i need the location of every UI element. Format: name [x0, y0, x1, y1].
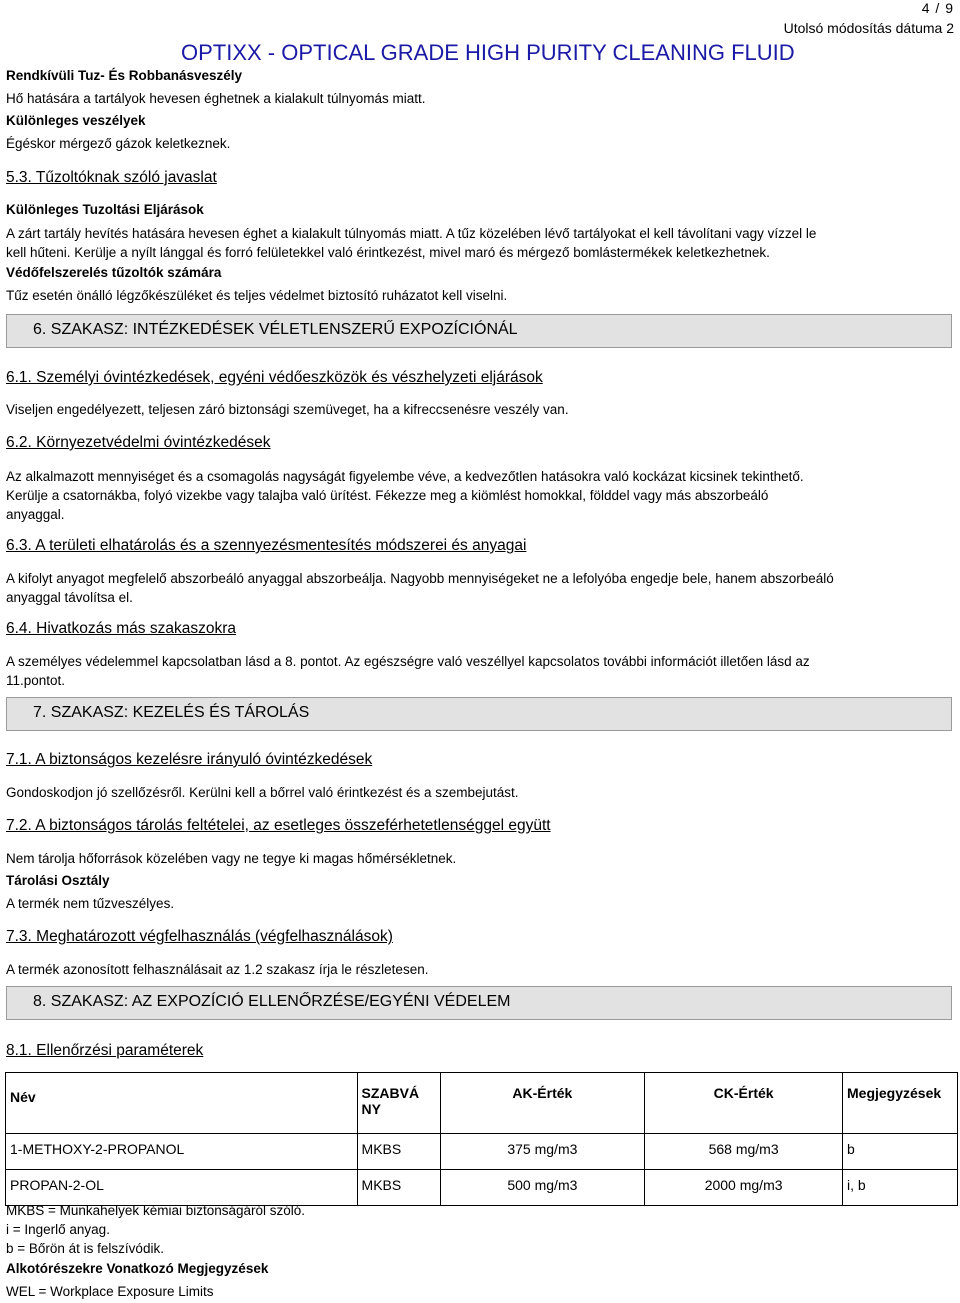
section-7-2-title: 7.2. A biztonságos tárolás feltételei, az esetleges összeférhetetlenséggel együtt [6, 817, 551, 834]
storage-class-title: Tárolási Osztály [6, 873, 110, 888]
special-fire-procedures-line2: kell hűteni. Kerülje a nyílt lánggal és forró felületekkel való érintkezést, mivel maró és mérgező bomlástermékek keletkezhetnek. [6, 245, 770, 260]
cell-standard: MKBS [357, 1170, 440, 1206]
cell-name: 1-METHOXY-2-PROPANOL [6, 1134, 358, 1170]
section-5-3-title: 5.3. Tűzoltóknak szóló javaslat [6, 169, 217, 186]
section-6-header [6, 314, 952, 348]
header-standard-line1: SZABVÁ [361, 1085, 420, 1101]
section-6-title: 6. SZAKASZ: INTÉZKEDÉSEK VÉLETLENSZERŰ EXPOZÍCIÓNÁL [33, 321, 518, 338]
section-7-2-text: Nem tárolja hőforrások közelében vagy ne tegye ki magas hőmérsékletnek. [6, 851, 457, 866]
footnote-i: i = Ingerlő anyag. [6, 1222, 110, 1237]
cell-ak: 375 mg/m3 [440, 1134, 645, 1170]
exposure-limits-table [5, 1072, 958, 1206]
fire-hazard-title: Rendkívüli Tuz- És Robbanásveszély [6, 68, 243, 83]
modification-date: Utolsó módosítás dátuma 2 [783, 20, 954, 36]
fire-hazard-text: Hő hatására a tartályok hevesen éghetnek a kialakult túlnyomás miatt. [6, 91, 426, 106]
section-6-4-line2: 11.pontot. [6, 673, 66, 688]
section-8-1-title: 8.1. Ellenőrzési paraméterek [6, 1042, 204, 1059]
storage-class-text: A termék nem tűzveszélyes. [6, 896, 175, 911]
firefighter-ppe-title: Védőfelszerelés tűzoltók számára [6, 265, 222, 280]
section-6-3-line1: A kifolyt anyagot megfelelő abszorbeáló anyaggal abszorbeálja. Nagyobb mennyiségeket ne a lefolyóba engedje bele, hanem abszorbeáló [6, 571, 834, 586]
footnote-b: b = Bőrön át is felszívódik. [6, 1241, 164, 1256]
component-notes-title: Alkotórészekre Vonatkozó Megjegyzések [6, 1261, 269, 1276]
special-fire-procedures-line1: A zárt tartály hevítés hatására hevesen éghet a kialakult túlnyomás miatt. A tűz közelében lévő tartályokat el kell távolítani vagy vízzel le [6, 226, 817, 241]
special-hazards-text: Égéskor mérgező gázok keletkeznek. [6, 136, 231, 151]
header-standard [357, 1073, 440, 1134]
cell-ck: 568 mg/m3 [645, 1134, 843, 1170]
header-standard-line2: NY [361, 1101, 381, 1117]
section-6-4-line1: A személyes védelemmel kapcsolatban lásd a 8. pontot. Az egészségre való veszéllyel kapcsolatos további információt illetően lásd az [6, 654, 810, 669]
cell-notes: i, b [843, 1170, 958, 1206]
section-6-3-line2: anyaggal távolítsa el. [6, 590, 133, 605]
section-7-3-text: A termék azonosított felhasználásait az 1.2 szakasz írja le részletesen. [6, 962, 429, 977]
footnote-mkbs: MKBS = Munkahelyek kémiai biztonságáról szóló. [6, 1203, 306, 1218]
table-header-row [6, 1073, 958, 1134]
cell-ck: 2000 mg/m3 [645, 1170, 843, 1206]
cell-name: PROPAN-2-OL [6, 1170, 358, 1206]
header-notes: Megjegyzések [843, 1073, 958, 1134]
section-7-3-title: 7.3. Meghatározott végfelhasználás (végfelhasználások) [6, 928, 393, 945]
page-number: 4 / 9 [921, 0, 954, 16]
section-7-1-title: 7.1. A biztonságos kezelésre irányuló óvintézkedések [6, 751, 373, 768]
section-7-header [6, 697, 952, 731]
table-row [6, 1170, 958, 1206]
firefighter-ppe-text: Tűz esetén önálló légzőkészüléket és teljes védelmet biztosító ruházatot kell viselni. [6, 288, 508, 303]
section-7-title: 7. SZAKASZ: KEZELÉS ÉS TÁROLÁS [33, 704, 310, 721]
header-ck: CK-Érték [645, 1073, 843, 1134]
section-6-2-title: 6.2. Környezetvédelmi óvintézkedések [6, 434, 271, 451]
section-6-2-line2: Kerülje a csatornákba, folyó vizekbe vagy talajba való ürítést. Fékezze meg a kiömlést homokkal, földdel vagy más abszorbeáló [6, 488, 769, 503]
table-row [6, 1134, 958, 1170]
special-fire-procedures-title: Különleges Tuzoltási Eljárások [6, 202, 204, 217]
section-6-2-line3: anyaggal. [6, 507, 65, 522]
section-6-4-title: 6.4. Hivatkozás más szakaszokra [6, 620, 237, 637]
cell-ak: 500 mg/m3 [440, 1170, 645, 1206]
section-6-3-title: 6.3. A területi elhatárolás és a szennyezésmentesítés módszerei és anyagai [6, 537, 527, 554]
header-name: Név [6, 1073, 358, 1134]
cell-standard: MKBS [357, 1134, 440, 1170]
special-hazards-title: Különleges veszélyek [6, 113, 146, 128]
section-6-2-line1: Az alkalmazott mennyiséget és a csomagolás nagyságát figyelembe véve, a kedvezőtlen hatásokra való kockázat kicsinek tekinthető. [6, 469, 804, 484]
cell-notes: b [843, 1134, 958, 1170]
section-8-title: 8. SZAKASZ: AZ EXPOZÍCIÓ ELLENŐRZÉSE/EGYÉNI VÉDELEM [33, 993, 511, 1010]
wel-definition: WEL = Workplace Exposure Limits [6, 1284, 214, 1299]
section-6-1-title: 6.1. Személyi óvintézkedések, egyéni védőeszközök és vészhelyzeti eljárások [6, 369, 543, 386]
section-7-1-text: Gondoskodjon jó szellőzésről. Kerülni kell a bőrrel való érintkezést és a szembejutást. [6, 785, 519, 800]
section-6-1-text: Viseljen engedélyezett, teljesen záró biztonsági szemüveget, ha a kifreccsenésre veszély van. [6, 402, 569, 417]
header-ak: AK-Érték [440, 1073, 645, 1134]
section-8-header [6, 986, 952, 1020]
product-title: OPTIXX - OPTICAL GRADE HIGH PURITY CLEANING FLUID [181, 40, 795, 65]
